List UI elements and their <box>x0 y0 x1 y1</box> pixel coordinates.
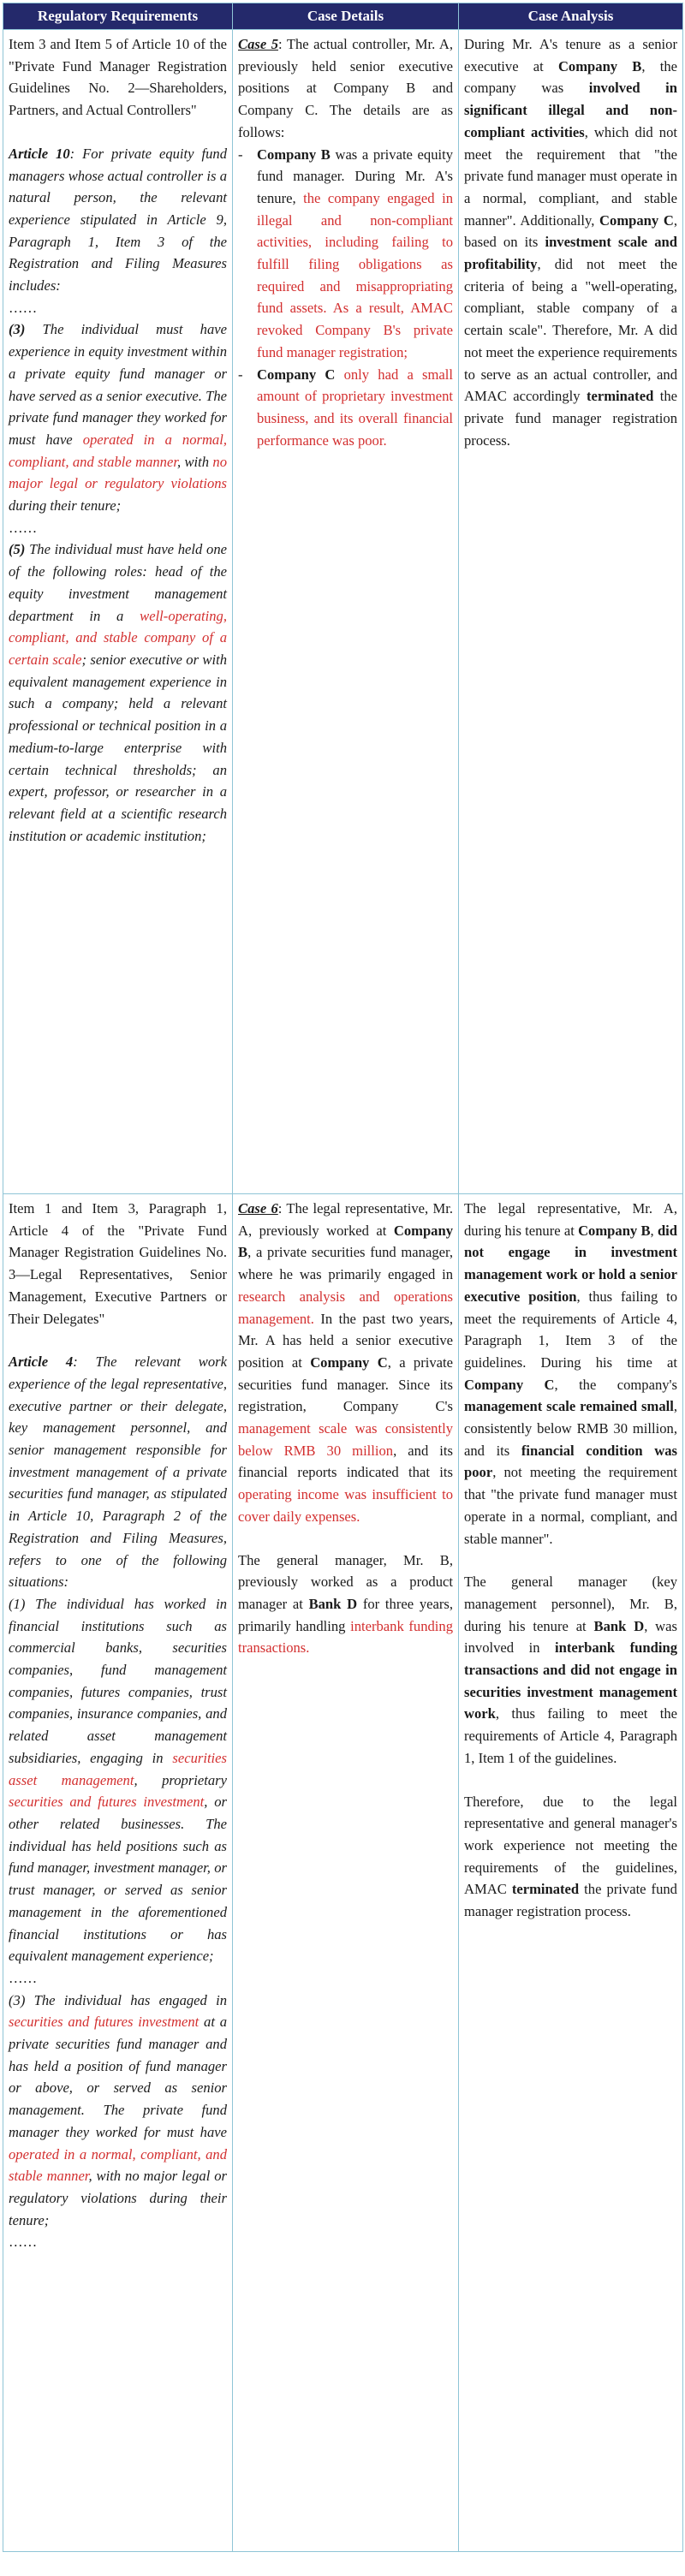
bold-segment: financial condition was poor <box>464 1442 678 1481</box>
case-5-intro: Case 5: The actual controller, Mr. A, previously held senior executive positions at Company B and Company C. The details are as follows: <box>238 36 453 140</box>
text-segment: , was involved in <box>464 1617 677 1657</box>
bold-segment: management scale remained small <box>464 1398 674 1415</box>
ellipsis: …… <box>9 299 38 316</box>
ellipsis: …… <box>9 1969 38 1986</box>
table-row <box>3 30 683 1194</box>
bold-segment: Company B <box>578 1222 651 1239</box>
header-regulatory-requirements: Regulatory Requirements <box>3 3 233 30</box>
bold-segment: interbank funding transactions and did not engage in securities investment management work <box>464 1639 678 1722</box>
item-1-text: (1) The individual has worked in financial institutions such as commercial banks, securities companies, fund management companies, futures companies, trust companies, insurance companies, and related asset management subsidiaries, engaging in securities asset management, proprietary securities and futures investment, or other related businesses. The individual has held positions such as fund manager, investment manager, or trust manager, or served as senior management in the aforementioned financial institutions or has equivalent management experience; <box>9 1595 227 1965</box>
case-5-details <box>233 30 459 1194</box>
text-segment: The general manager (key management personnel), Mr. B, during his tenure at <box>464 1574 677 1634</box>
ellipsis: …… <box>9 519 38 536</box>
bold-segment: involved in significant illegal and non-compliant activities <box>464 80 678 140</box>
regulation-case-table <box>3 3 683 2552</box>
text-segment: The legal representative, Mr. A, during his tenure at <box>464 1200 677 1239</box>
text-segment: , did not meet the criteria of being a "well-operating, compliant, stable company of a certain scale". Therefore, Mr. A did not meet the experience requirements to serve as an actual controller, and AMAC accordingly <box>464 256 677 405</box>
header-case-analysis: Case Analysis <box>459 3 683 30</box>
bold-segment: Company B <box>557 57 642 74</box>
text-segment: , thus failing to meet the requirements of Article 4, Paragraph 1, Item 3 of the guidelines. During his time at <box>464 1288 677 1371</box>
table-row <box>3 1194 683 2552</box>
text-segment: , the company's <box>554 1376 677 1393</box>
header-row <box>3 3 683 30</box>
article-10-text: Article 10: For private equity fund managers whose actual controller is a natural person, the relevant experience stipulated in Article 9, Paragraph 1, Item 3 of the Registration and Filing Measures includes: <box>9 145 227 294</box>
case-6-mr-a: Case 6: The legal representative, Mr. A, previously worked at Company B, a private securities fund manager, where he was primarily engaged in research analysis and operations management. In the past two years, Mr. A has held a senior executive position at Company C, a private securities fund manager. Since its registration, Company C's management scale was consistently below RMB 30 million, and its financial reports indicated that its operating income was insufficient to cover daily expenses. <box>238 1200 453 1525</box>
case-label: Case 6 <box>238 1200 278 1217</box>
article-label: Article 10 <box>9 145 70 162</box>
text-segment: , thus failing to meet the requirements of Article 4, Paragraph 1, Item 1 of the guidelines. <box>464 1705 677 1766</box>
text-segment: Therefore, due to the legal representative and general manager's work experience not meeting the requirements of the guidelines, AMAC <box>464 1793 677 1898</box>
text-segment: , based on its <box>464 211 677 251</box>
list-item: - Company C only had a small amount of proprietary investment business, and its overall financial performance was poor. <box>238 366 453 449</box>
text-segment: , <box>650 1222 658 1239</box>
case-5-analysis <box>459 30 683 1194</box>
case-6-details <box>233 1194 459 2552</box>
bold-segment: investment scale and profitability <box>464 234 677 273</box>
case-label: Case 5 <box>238 36 278 52</box>
text-segment: the private fund manager registration process. <box>464 388 678 449</box>
article-4-text: Article 4: The relevant work experience of the legal representative, executive partner or their delegate, key management personnel, and senior management responsible for investment management of a private securities fund manager, as stipulated in Article 10, Paragraph 2 of the Registration and Filing Measures, refers to one of the following situations: <box>9 1353 227 1591</box>
text-segment: the private fund manager registration process. <box>464 1881 677 1920</box>
analysis-text <box>464 1791 677 1923</box>
regulatory-cell-case6 <box>3 1194 233 2552</box>
regulation-source: Item 3 and Item 5 of Article 10 of the "Private Fund Manager Registration Guidelines No. 2—Shareholders, Partners, and Actual Controllers" <box>9 36 227 119</box>
case-6-analysis <box>459 1194 683 2552</box>
ellipsis: …… <box>9 2234 38 2251</box>
bold-segment: did not engage in investment management work or hold a senior executive position <box>464 1222 678 1305</box>
item-3-text: (3) The individual has engaged in securities and futures investment at a private securities fund manager and has held a position of fund manager or above, or served as senior management. The private fund manager they worked for must have operated in a normal, compliant, and stable manner, with no major legal or regulatory violations during their tenure; <box>9 1991 227 2228</box>
bold-segment: terminated <box>586 388 654 405</box>
analysis-text <box>464 1198 677 1550</box>
text-segment: , the company was <box>464 57 677 97</box>
article-label: Article 4 <box>9 1353 74 1371</box>
text-segment: , consistently below RMB 30 million, and its <box>464 1398 677 1459</box>
bold-segment: terminated <box>511 1881 580 1898</box>
bold-segment: Company C <box>599 211 674 229</box>
bold-segment: Company C <box>464 1376 555 1393</box>
bold-segment: Bank D <box>593 1617 645 1634</box>
header-case-details: Case Details <box>233 3 459 30</box>
analysis-text <box>464 33 677 451</box>
list-item: - Company B was a private equity fund manager. During Mr. A's tenure, the company engaged in illegal and non-compliant activities, including failing to fulfill filing obligations as required and misappropriating fund assets. As a result, AMAC revoked Company B's private fund manager registration; <box>238 146 454 360</box>
text-segment: , which did not meet the requirement that "the private fund manager must operate in a normal, compliant, and stable manner". Additionally, <box>464 123 677 229</box>
text-segment: , not meeting the requirement that "the private fund manager must operate in a normal, compliant, and stable manner". <box>464 1464 677 1547</box>
regulatory-cell-case5 <box>3 30 233 1194</box>
analysis-text <box>464 1571 677 1769</box>
regulation-source: Item 1 and Item 3, Paragraph 1, Article 4 of the "Private Fund Manager Registration Guidelines No. 3—Legal Representatives, Senior Management, Executive Partners or Their Delegates" <box>9 1200 227 1327</box>
item-3-text: (3) The individual must have experience in equity investment within a private equity fund manager or have served as a senior executive. The private fund manager they worked for must have operated in a normal, compliant, and stable manner, with no major legal or regulatory violations during their tenure; <box>9 321 227 515</box>
case-6-mr-b: The general manager, Mr. B, previously worked as a product manager at Bank D for three years, primarily handling interbank funding transactions. <box>238 1551 453 1657</box>
text-segment: During Mr. A's tenure as a senior executive at <box>464 36 677 74</box>
item-5-text: (5) The individual must have held one of the following roles: head of the equity investment management department in a well-operating, compliant, and stable company of a certain scale; senior executive or with equivalent management experience in such a company; held a relevant professional or technical position in a medium-to-large enterprise with certain technical thresholds; an expert, professor, or researcher in a relevant field at a scientific research institution or academic institution; <box>9 541 227 844</box>
